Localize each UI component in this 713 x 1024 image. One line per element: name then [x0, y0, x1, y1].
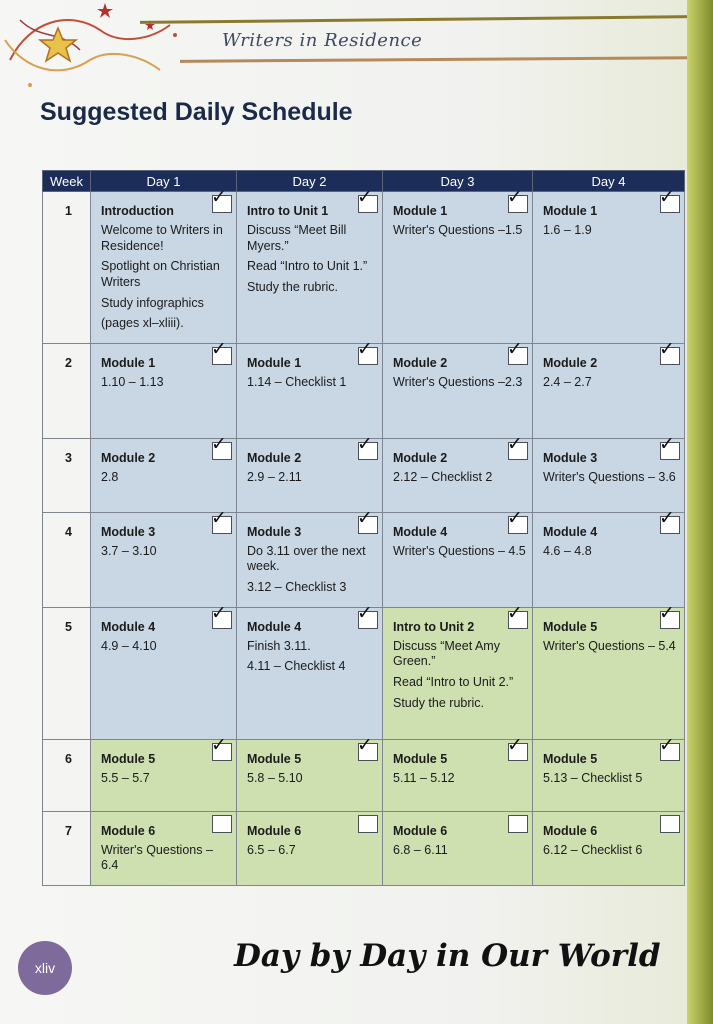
cell-title: Module 5 [393, 751, 448, 766]
flourish-ornament-icon [0, 0, 200, 100]
cell-line: 4.11 – Checklist 4 [247, 659, 346, 674]
cell-title: Module 1 [247, 355, 302, 370]
cell-title: Module 3 [247, 524, 302, 539]
cell-line: Writer's Questions –2.3 [393, 374, 523, 389]
day-checkbox[interactable] [358, 815, 378, 833]
checkmark-icon: ✓ [211, 337, 227, 360]
cell-title: Module 2 [543, 355, 598, 370]
header-rule [140, 15, 690, 24]
checkmark-icon: ✓ [211, 432, 227, 455]
day-checkbox[interactable] [659, 337, 680, 365]
schedule-cell [383, 733, 533, 811]
day-checkbox[interactable] [212, 815, 232, 833]
day-checkbox[interactable] [507, 186, 528, 213]
column-header: Day 2 [237, 171, 383, 192]
day-checkbox[interactable] [659, 601, 680, 629]
cell-title: Module 6 [543, 823, 598, 838]
schedule-cell [91, 506, 237, 607]
page-title: Suggested Daily Schedule [40, 98, 353, 126]
cell-line: 2.4 – 2.7 [543, 374, 592, 389]
cell-line: Spotlight on Christian Writers [101, 259, 220, 289]
cell-line: Do 3.11 over the next week. [247, 543, 366, 574]
schedule-cell [237, 811, 383, 885]
day-checkbox[interactable] [507, 432, 528, 460]
schedule-cell [533, 506, 685, 607]
cell-title: Module 4 [393, 524, 448, 539]
checkmark-icon: ✓ [211, 506, 227, 529]
cell-title: Intro to Unit 2 [393, 619, 475, 634]
schedule-cell [383, 186, 533, 344]
cell-line: 1.6 – 1.9 [543, 223, 592, 237]
cell-line: 5.8 – 5.10 [247, 770, 303, 785]
schedule-cell [91, 432, 237, 512]
cell-title: Module 6 [101, 823, 156, 838]
cell-line: Study infographics [101, 295, 204, 310]
schedule-cell [237, 337, 383, 438]
checkmark-icon: ✓ [659, 186, 675, 208]
schedule-cell [533, 337, 685, 438]
checkmark-icon: ✓ [507, 506, 523, 529]
checkmark-icon: ✓ [507, 337, 523, 360]
day-checkbox[interactable] [357, 337, 378, 365]
cell-title: Module 4 [101, 619, 156, 634]
schedule-cell [237, 506, 383, 607]
series-title: Writers in Residence [222, 30, 423, 51]
cell-line: Finish 3.11. [247, 638, 311, 653]
cell-line: 1.10 – 1.13 [101, 374, 164, 389]
schedule-cell [533, 733, 685, 811]
cell-line: Writer's Questions –1.5 [393, 223, 523, 237]
cell-title: Module 2 [101, 450, 156, 465]
cell-title: Module 3 [543, 450, 598, 465]
cell-title: Module 3 [101, 524, 156, 539]
week-number: 1 [43, 192, 91, 344]
cell-line: Discuss “Meet Bill Myers.” [247, 223, 347, 253]
schedule-cell [533, 601, 685, 739]
cell-line: Writer's Questions – 4.5 [393, 543, 526, 558]
cell-line: Discuss “Meet Amy Green.” [393, 638, 500, 669]
schedule-body [43, 186, 685, 886]
book-spine [687, 0, 713, 1024]
checkmark-icon: ✓ [659, 601, 675, 624]
schedule-cell [91, 733, 237, 811]
cell-title: Module 1 [543, 204, 598, 218]
cell-line: 2.8 [101, 469, 119, 484]
schedule-cell [383, 506, 533, 607]
schedule-cell [533, 811, 685, 885]
week-number: 6 [43, 739, 91, 811]
week-number: 5 [43, 607, 91, 739]
schedule-cell [91, 186, 237, 344]
week-number: 4 [43, 512, 91, 607]
cell-line: Read “Intro to Unit 1.” [247, 259, 368, 274]
schedule-cell [383, 811, 533, 885]
checkmark-icon: ✓ [211, 601, 227, 624]
schedule-cell [237, 432, 383, 512]
cell-line: Writer's Questions – 3.6 [543, 469, 676, 484]
cell-line: 2.9 – 2.11 [247, 469, 302, 484]
schedule-cell [237, 186, 383, 344]
cell-line: Welcome to Writers in Residence! [101, 223, 223, 253]
cell-line: 5.11 – 5.12 [393, 770, 455, 785]
day-checkbox[interactable] [211, 506, 232, 534]
day-checkbox[interactable] [660, 815, 680, 833]
page-number-badge: xliv [18, 941, 72, 995]
checkmark-icon: ✓ [357, 506, 373, 529]
week-number: 7 [43, 811, 91, 885]
cell-line: (pages xl–xliii). [101, 316, 184, 331]
checkmark-icon: ✓ [211, 733, 227, 756]
cell-line: 6.12 – Checklist 6 [543, 842, 643, 857]
cell-title: Module 2 [247, 450, 302, 465]
day-checkbox[interactable] [507, 733, 528, 761]
checkmark-icon: ✓ [659, 733, 675, 756]
cell-line: 6.8 – 6.11 [393, 842, 448, 857]
cell-line: Read “Intro to Unit 2.” [393, 674, 514, 689]
cell-line: 6.5 – 6.7 [247, 842, 296, 857]
column-header: Day 4 [533, 171, 685, 192]
cell-title: Module 1 [101, 355, 156, 370]
cell-title: Module 1 [393, 204, 448, 218]
cell-line: 3.12 – Checklist 3 [247, 580, 347, 594]
day-checkbox[interactable] [211, 733, 232, 761]
checkmark-icon: ✓ [507, 432, 523, 455]
day-checkbox[interactable] [507, 337, 528, 365]
schedule-cell [237, 733, 383, 811]
header-rule [180, 56, 690, 63]
table-row [43, 343, 685, 438]
schedule-cell [383, 432, 533, 512]
day-checkbox[interactable] [357, 601, 378, 629]
checkmark-icon: ✓ [211, 186, 227, 208]
cell-line: 2.12 – Checklist 2 [393, 469, 493, 484]
day-checkbox[interactable] [211, 186, 232, 213]
cell-title: Module 5 [247, 751, 302, 766]
table-row [43, 739, 685, 811]
day-checkbox[interactable] [508, 815, 528, 833]
column-header: Day 3 [383, 171, 533, 192]
cell-title: Module 6 [247, 823, 302, 838]
cell-line: Writer's Questions – 6.4 [101, 842, 213, 873]
day-checkbox[interactable] [507, 506, 528, 534]
day-checkbox[interactable] [357, 506, 378, 534]
day-checkbox[interactable] [357, 733, 378, 761]
schedule-cell [91, 601, 237, 739]
checkmark-icon: ✓ [357, 337, 373, 360]
schedule-cell [533, 186, 685, 344]
schedule-cell [91, 337, 237, 438]
day-checkbox[interactable] [659, 186, 680, 213]
checkmark-icon: ✓ [357, 432, 373, 455]
schedule-table [42, 170, 685, 886]
cell-title: Introduction [101, 204, 174, 218]
table-row [43, 512, 685, 607]
checkmark-icon: ✓ [357, 186, 373, 208]
cell-line: 1.14 – Checklist 1 [247, 374, 347, 389]
checkmark-icon: ✓ [659, 506, 675, 529]
cell-line: 4.6 – 4.8 [543, 543, 592, 558]
table-row [43, 192, 685, 344]
day-checkbox[interactable] [357, 432, 378, 460]
day-checkbox[interactable] [357, 186, 378, 213]
day-checkbox[interactable] [659, 506, 680, 534]
watermark-text: Day by Day in Our World [234, 938, 661, 974]
schedule-cell [237, 601, 383, 739]
cell-title: Module 2 [393, 355, 448, 370]
checkmark-icon: ✓ [659, 337, 675, 360]
cell-line: 5.13 – Checklist 5 [543, 770, 643, 785]
checkmark-icon: ✓ [357, 601, 373, 624]
cell-line: 5.5 – 5.7 [101, 770, 150, 785]
schedule-cell [91, 811, 237, 885]
day-checkbox[interactable] [211, 601, 232, 629]
day-checkbox[interactable] [211, 432, 232, 460]
checkmark-icon: ✓ [507, 601, 523, 624]
day-checkbox[interactable] [507, 601, 528, 629]
column-header: Week [43, 171, 91, 192]
day-checkbox[interactable] [659, 733, 680, 761]
day-checkbox[interactable] [659, 432, 680, 460]
cell-title: Module 4 [543, 524, 598, 539]
cell-title: Module 5 [101, 751, 156, 766]
schedule-cell [533, 432, 685, 512]
checkmark-icon: ✓ [507, 733, 523, 756]
week-number: 3 [43, 438, 91, 512]
cell-title: Module 2 [393, 450, 448, 465]
table-row [43, 811, 685, 885]
table-row [43, 438, 685, 512]
cell-title: Module 4 [247, 619, 302, 634]
cell-line: Study the rubric. [393, 695, 485, 710]
cell-line: Writer's Questions – 5.4 [543, 638, 676, 653]
cell-line: 3.7 – 3.10 [101, 543, 157, 558]
cell-title: Intro to Unit 1 [247, 204, 329, 218]
checkmark-icon: ✓ [659, 432, 675, 455]
cell-title: Module 6 [393, 823, 448, 838]
week-number: 2 [43, 343, 91, 438]
checkmark-icon: ✓ [357, 733, 373, 756]
cell-line: Study the rubric. [247, 279, 339, 294]
cell-title: Module 5 [543, 619, 598, 634]
column-header: Day 1 [91, 171, 237, 192]
day-checkbox[interactable] [211, 337, 232, 365]
schedule-cell [383, 337, 533, 438]
schedule-cell [383, 601, 533, 739]
cell-line: 4.9 – 4.10 [101, 638, 157, 653]
table-row [43, 607, 685, 739]
cell-title: Module 5 [543, 751, 598, 766]
checkmark-icon: ✓ [507, 186, 523, 208]
